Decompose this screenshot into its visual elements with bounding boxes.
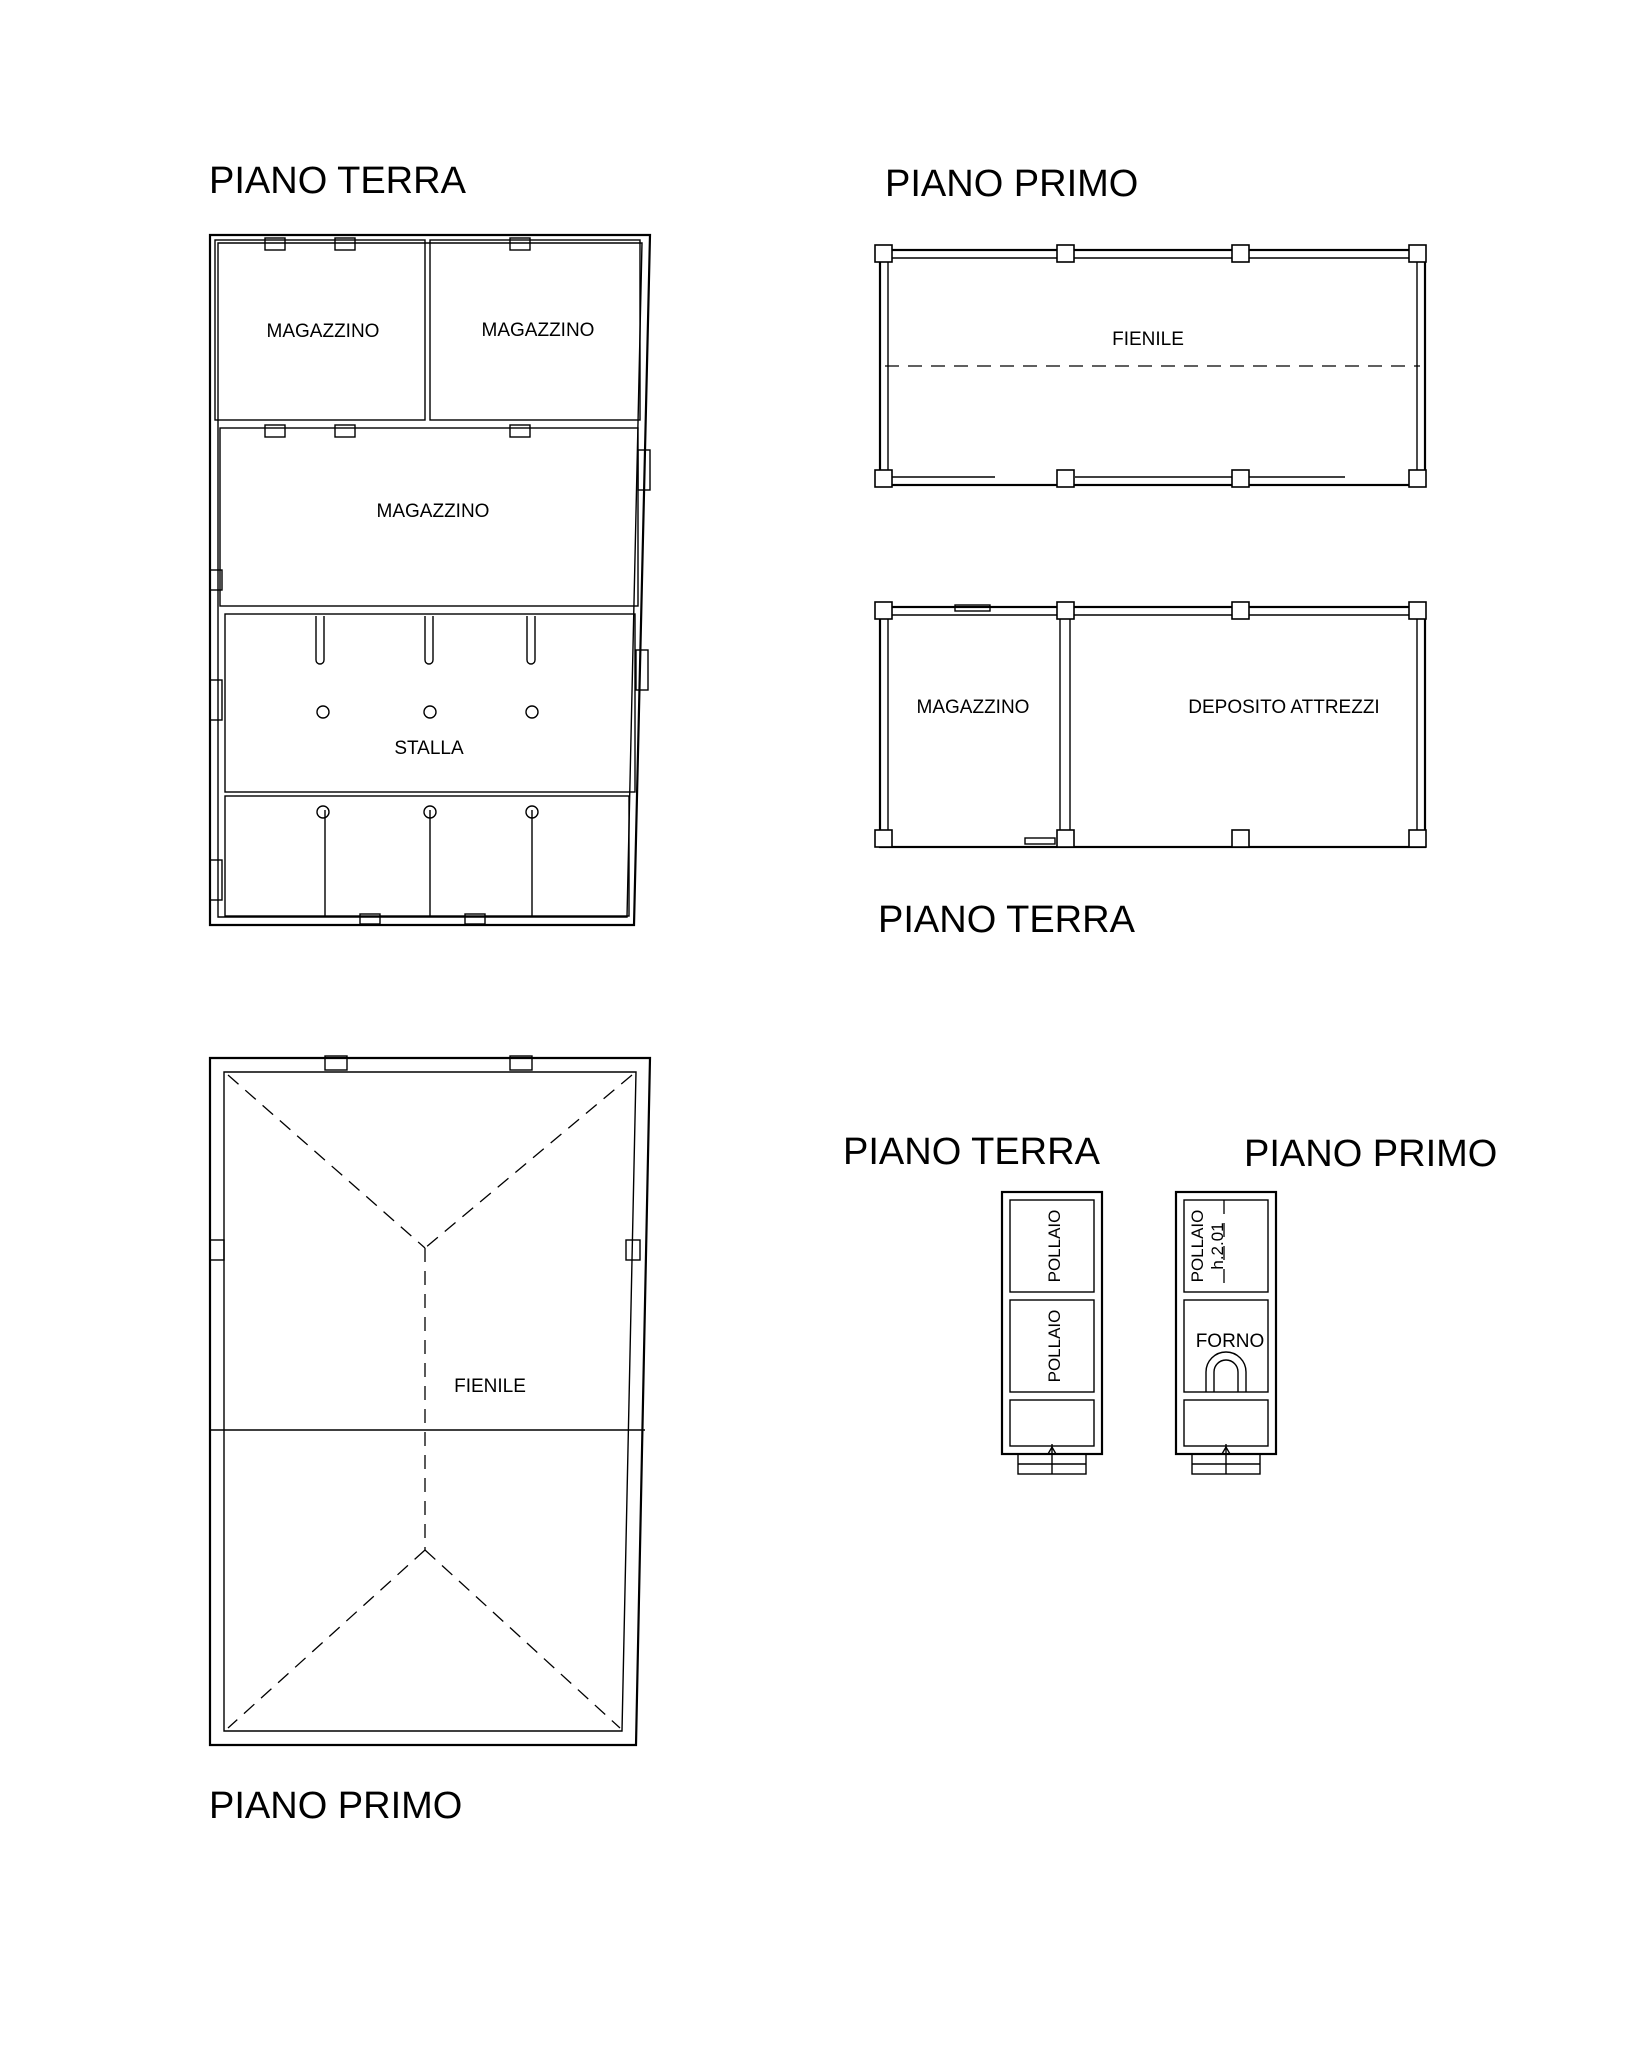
- room-label-fienile-b: FIENILE: [1112, 329, 1184, 350]
- room-label-pollaio-3: POLLAIO: [1188, 1209, 1207, 1283]
- plan-building-a-ground: [210, 235, 650, 925]
- room-label-height: h.2.01: [1208, 1222, 1227, 1270]
- plan-building-b-ground: [875, 602, 1426, 847]
- room-label-fienile-a: FIENILE: [454, 1376, 526, 1397]
- room-label-pollaio-2: POLLAIO: [1045, 1309, 1064, 1383]
- title-building-a-first: PIANO PRIMO: [209, 1785, 463, 1827]
- plan-building-a-first: [210, 1056, 650, 1745]
- room-label-magazzino-2: MAGAZZINO: [481, 320, 595, 341]
- plan-building-c-ground: [1002, 1192, 1102, 1474]
- room-label-forno: FORNO: [1195, 1331, 1265, 1352]
- title-building-c-ground: PIANO TERRA: [843, 1131, 1100, 1173]
- title-building-a-ground: PIANO TERRA: [209, 160, 466, 202]
- room-label-stalla: STALLA: [394, 738, 464, 759]
- title-building-b-ground: PIANO TERRA: [878, 899, 1135, 941]
- room-label-magazzino-4: MAGAZZINO: [916, 697, 1030, 718]
- room-label-magazzino-3: MAGAZZINO: [376, 501, 490, 522]
- plan-building-c-first: [1176, 1192, 1276, 1474]
- room-label-deposito-attrezzi: DEPOSITO ATTREZZI: [1188, 697, 1380, 718]
- title-building-b-first: PIANO PRIMO: [885, 163, 1139, 205]
- room-label-magazzino-1: MAGAZZINO: [266, 321, 380, 342]
- plan-building-b-first: [875, 245, 1426, 487]
- title-building-c-first: PIANO PRIMO: [1244, 1133, 1498, 1175]
- room-label-pollaio-1: POLLAIO: [1045, 1209, 1064, 1283]
